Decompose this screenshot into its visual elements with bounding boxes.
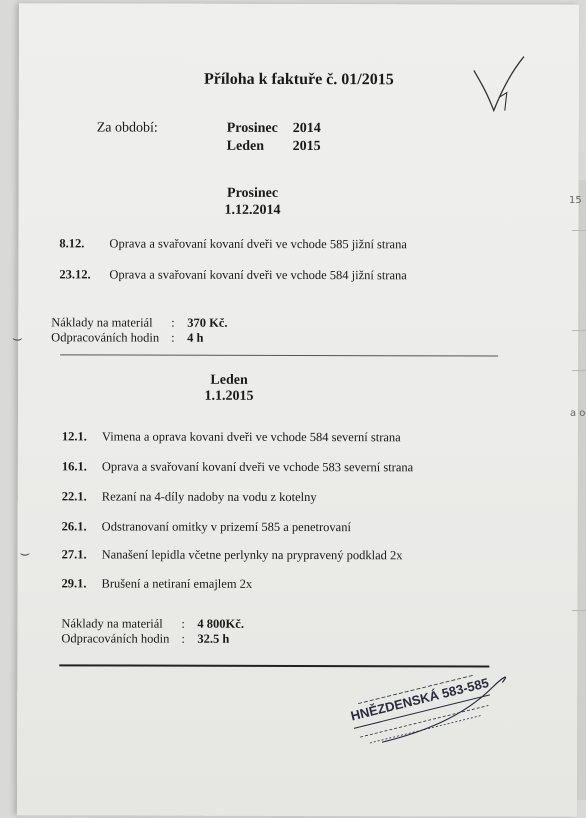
item-description: Nanašení lepidla včetne perlynky na prypravený podklad 2x xyxy=(101,547,403,563)
section-date-december: 1.12.2014 xyxy=(224,202,281,218)
section-date-january: 1.1.2015 xyxy=(204,388,254,404)
item-description: Rezaní na 4-díly nadoby na vodu z kotelny xyxy=(101,489,317,505)
margin-note: 15 xyxy=(569,195,582,206)
hours-row xyxy=(61,631,229,646)
underlying-line xyxy=(572,610,586,611)
material-cost-label: Náklady na materiál xyxy=(51,315,153,330)
section-heading-january: Leden xyxy=(210,372,248,388)
item-date: 29.1. xyxy=(61,576,87,591)
section-heading-december: Prosinec xyxy=(227,185,279,201)
period-year-1: 2014 xyxy=(292,120,321,137)
material-cost-label: Náklady na materiál xyxy=(61,616,163,631)
check-mark: ⌣ xyxy=(12,328,23,348)
company-stamp xyxy=(342,662,512,762)
period-year-2: 2015 xyxy=(292,138,321,155)
hours-row xyxy=(51,330,203,345)
item-description: Oprava a svařovaní kovaní dveři ve vchode 584 jižní strana xyxy=(109,267,407,283)
item-date: 26.1. xyxy=(61,519,87,534)
separator-colon: : xyxy=(171,315,175,330)
hours-label: Odpracováních hodin xyxy=(61,631,170,646)
material-cost-value: 4 800Kč. xyxy=(197,616,244,631)
material-cost-row xyxy=(61,616,244,631)
item-date: 22.1. xyxy=(61,489,87,504)
separator-colon: : xyxy=(171,330,175,345)
period-month-1: Prosinec xyxy=(226,120,278,136)
item-description: Odstranovaní omitky v prizemí 585 a penetrovaní xyxy=(101,519,351,535)
check-mark: ⌣ xyxy=(19,543,31,563)
item-date: 8.12. xyxy=(59,236,85,251)
item-date: 27.1. xyxy=(61,547,87,562)
item-date: 12.1. xyxy=(61,429,87,444)
item-description: Brušení a netiraní emajlem 2x xyxy=(101,576,253,591)
item-description: Vimena a oprava kovani dveři ve vchode 584 severní strana xyxy=(101,429,401,445)
hours-label: Odpracováních hodin xyxy=(51,330,160,345)
section-divider xyxy=(60,354,498,356)
invoice-attachment-page xyxy=(12,3,579,816)
document-title: Příloha k faktuře č. 01/2015 xyxy=(203,70,394,89)
item-date: 16.1. xyxy=(61,459,87,474)
separator-colon: : xyxy=(181,631,185,646)
stamp-text: HNĚZDENSKÁ 583-585 xyxy=(349,675,491,724)
margin-note: a o xyxy=(570,408,586,419)
item-date: 23.12. xyxy=(59,267,91,282)
item-description: Oprava a svařovaní kovaní dveři ve vchode 583 severní strana xyxy=(101,459,414,475)
period-month-2: Leden xyxy=(226,138,265,154)
material-cost-row xyxy=(51,315,227,330)
hours-value: 4 h xyxy=(187,330,204,345)
separator-colon: : xyxy=(181,616,185,631)
underlying-line xyxy=(572,330,586,331)
period-label: Za období: xyxy=(96,120,158,136)
underlying-line xyxy=(572,370,586,371)
item-description: Oprava a svařovaní kovaní dveři ve vchode 585 jižní strana xyxy=(109,236,407,252)
underlying-line xyxy=(572,230,586,231)
material-cost-value: 370 Kč. xyxy=(187,315,228,330)
hours-value: 32.5 h xyxy=(197,631,230,646)
handwritten-signature xyxy=(469,52,539,122)
